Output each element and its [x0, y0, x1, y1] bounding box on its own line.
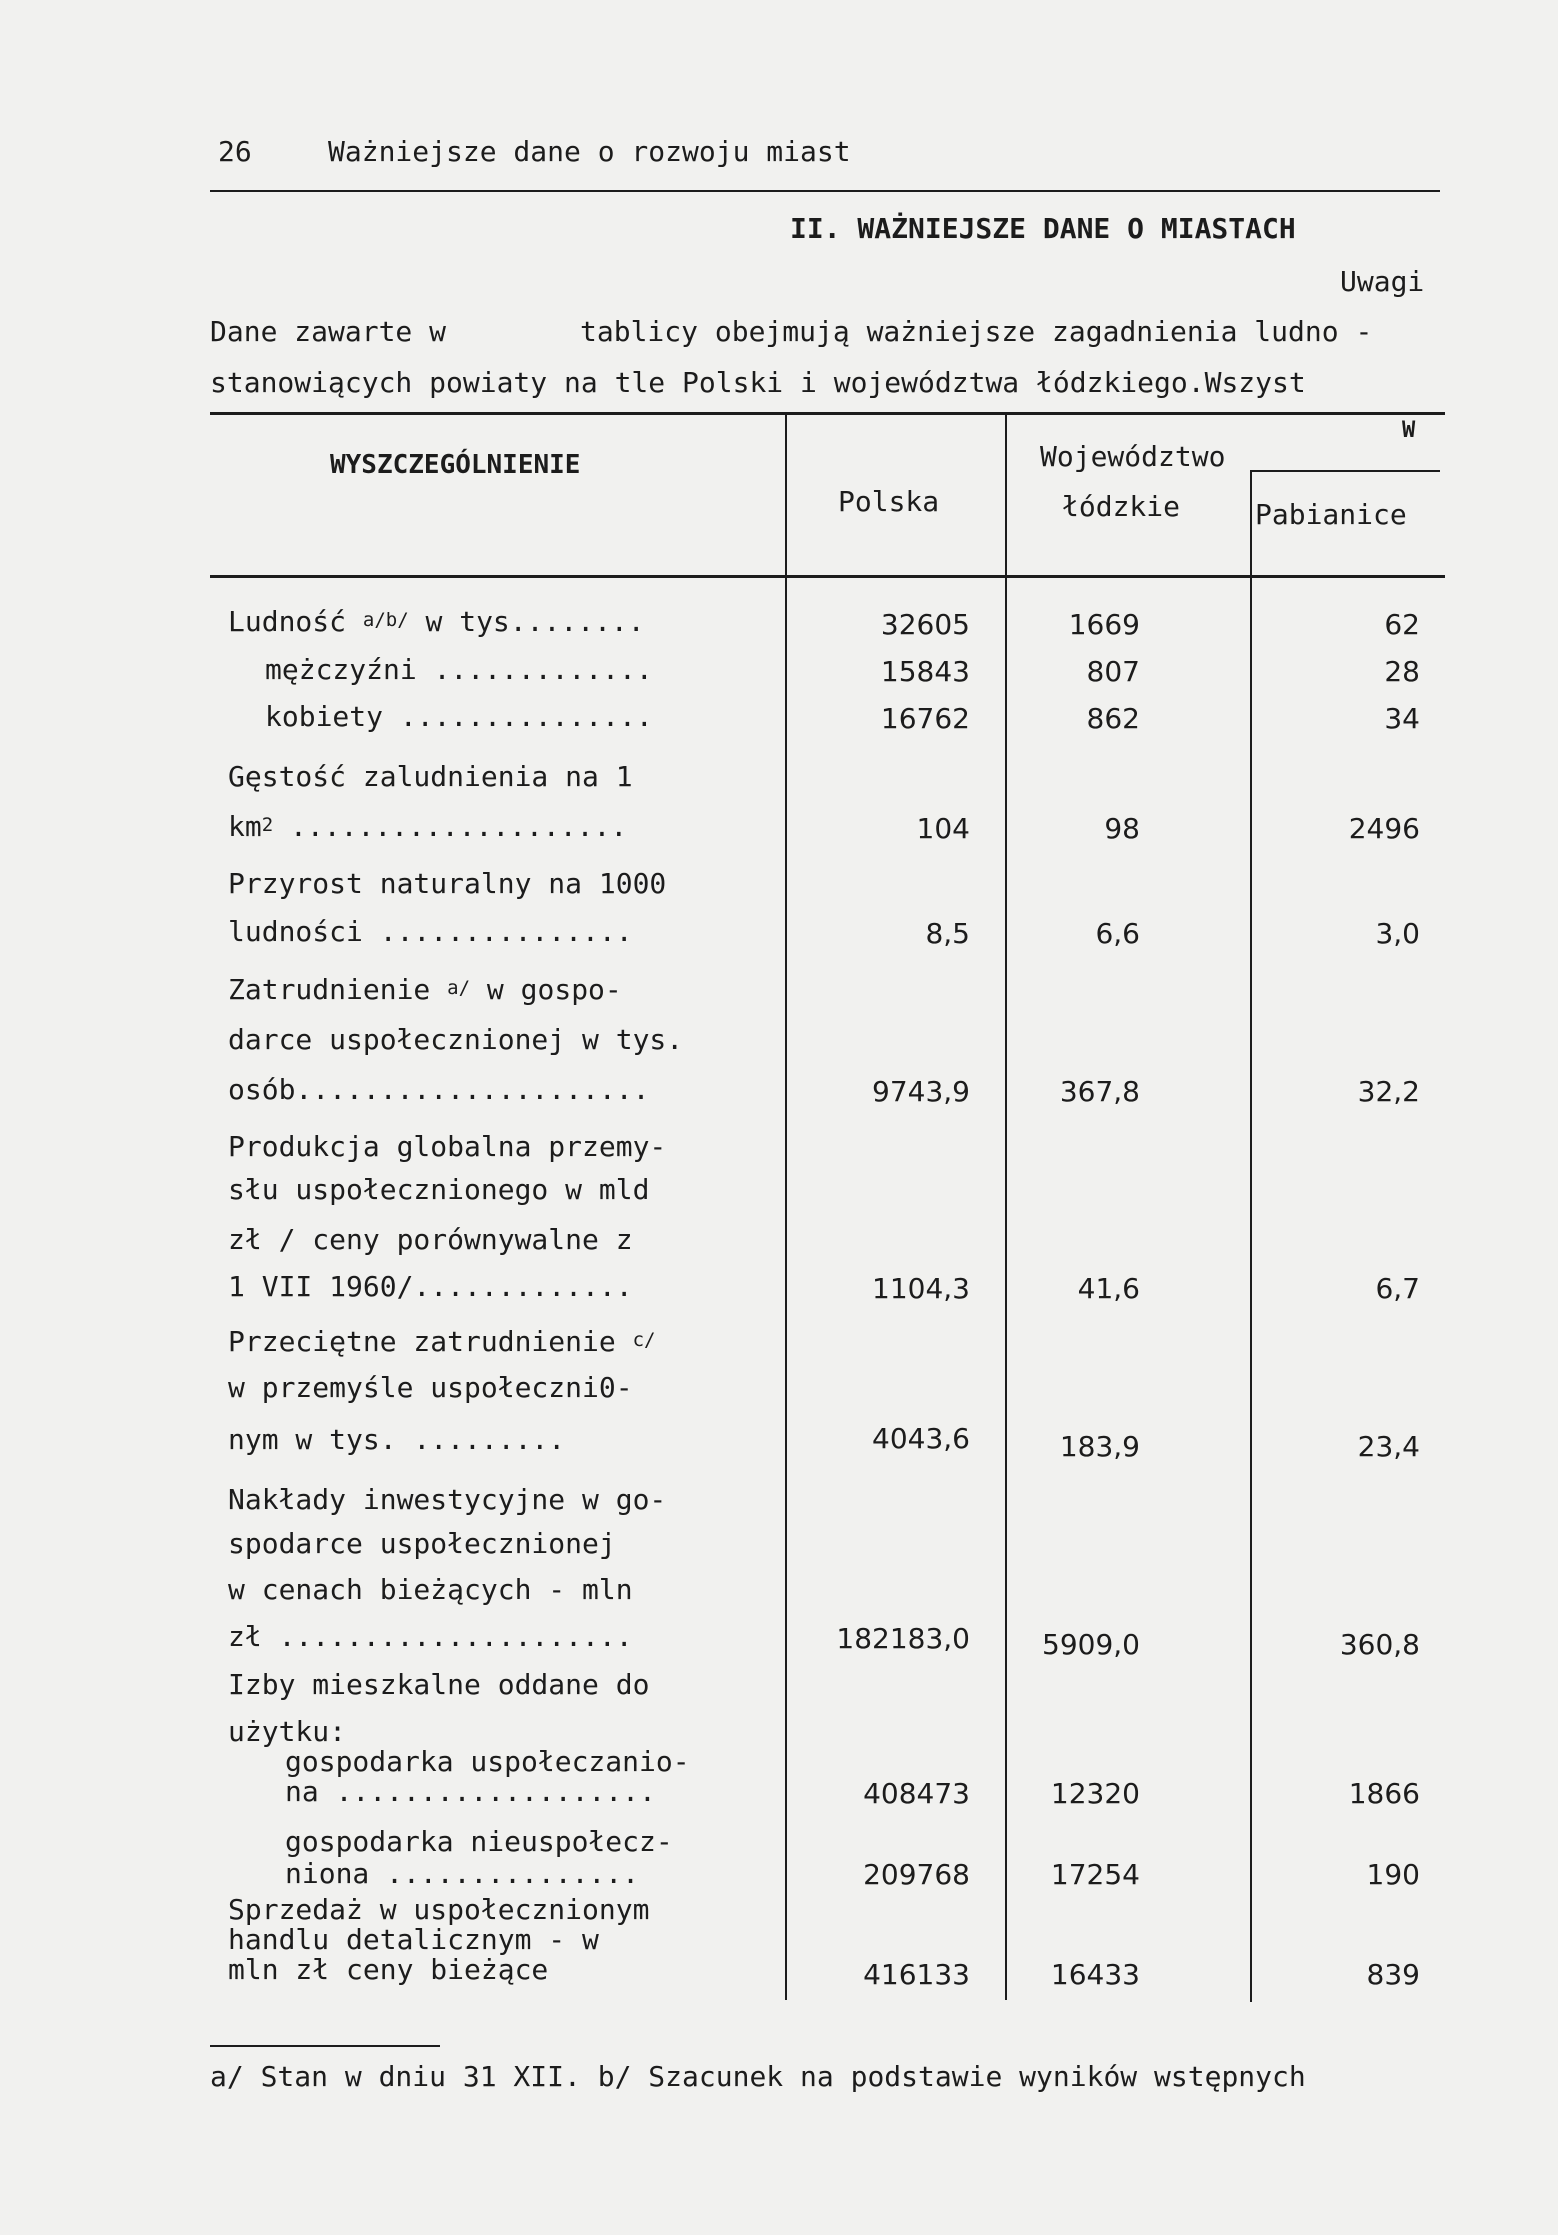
page-number: 26	[218, 135, 252, 168]
cell-polska: 182183,0	[836, 1622, 970, 1655]
cell-pabianice: 34	[1384, 702, 1420, 735]
row-label-text: km	[228, 810, 262, 843]
table-header-rule	[210, 575, 1445, 578]
row-label-naklady: Nakłady inwestycyjne w go-	[228, 1483, 667, 1516]
header-pabianice: Pabianice	[1255, 498, 1407, 531]
row-label-zatrudnienie	[228, 968, 622, 1012]
footnote-marker: c/	[632, 1329, 656, 1351]
cell-polska: 104	[916, 812, 970, 845]
row-label-przyrost: Przyrost naturalny na 1000	[228, 867, 667, 900]
row-label-text: Ludność	[228, 605, 347, 638]
footnote-rule	[210, 2045, 440, 2047]
cell-pabianice: 2496	[1348, 812, 1420, 845]
cell-woj: 5909,0	[1042, 1628, 1140, 1661]
row-label-gosp-nieuspol: gospodarka nieuspołecz-	[285, 1825, 673, 1858]
cell-woj: 6,6	[1095, 917, 1140, 950]
row-label-zatrudnienie-2: darce uspołecznionej w tys.	[228, 1023, 684, 1056]
row-label-gestosc: Gęstość zaludnienia na 1	[228, 760, 633, 793]
cell-pabianice: 62	[1384, 608, 1420, 641]
cell-woj: 183,9	[1059, 1430, 1140, 1463]
row-label-produkcja-4: 1 VII 1960/.............	[228, 1270, 633, 1303]
cell-polska: 416133	[863, 1958, 970, 1991]
row-label-przecietne	[228, 1320, 655, 1364]
cell-pabianice: 1866	[1348, 1777, 1420, 1810]
row-label-naklady-4: zł .....................	[228, 1620, 633, 1653]
cell-woj: 98	[1104, 812, 1140, 845]
cell-polska: 16762	[880, 702, 970, 735]
row-label-produkcja-2: słu uspołecznionego w mld	[228, 1173, 650, 1206]
cell-polska: 209768	[863, 1858, 970, 1891]
row-label-text: Zatrudnienie	[228, 973, 431, 1006]
row-label-przyrost-2: ludności ...............	[228, 915, 633, 948]
cell-pabianice: 839	[1366, 1958, 1420, 1991]
row-label-przecietne-3: nym w tys. .........	[228, 1423, 566, 1456]
row-label-gosp-uspol: gospodarka uspołeczanio-	[285, 1745, 690, 1778]
row-label-naklady-3: w cenach bieżących - mln	[228, 1573, 633, 1606]
row-label-sprzedaz-2: handlu detalicznym - w	[228, 1923, 599, 1956]
row-label-zatrudnienie-3: osób.....................	[228, 1073, 650, 1106]
cell-polska: 408473	[863, 1777, 970, 1810]
row-label-sprzedaz: Sprzedaż w uspołecznionym	[228, 1893, 650, 1926]
footnote-marker: a/b/	[362, 609, 409, 631]
row-label-gosp-nieuspol-2: niona ...............	[285, 1857, 640, 1890]
intro-line1b: tablicy obejmują ważniejsze zagadnienia ludno -	[580, 315, 1373, 348]
w-group-rule	[1250, 470, 1440, 472]
cell-woj: 807	[1086, 655, 1140, 688]
cell-polska: 4043,6	[872, 1422, 970, 1455]
cell-woj: 41,6	[1077, 1272, 1140, 1305]
cell-woj: 367,8	[1059, 1075, 1140, 1108]
row-label-naklady-2: spodarce uspołecznionej	[228, 1527, 616, 1560]
superscript: 2	[261, 814, 274, 836]
cell-polska: 15843	[880, 655, 970, 688]
header-woj-2: łódzkie	[1062, 490, 1181, 523]
row-label-produkcja-3: zł / ceny porównywalne z	[228, 1223, 633, 1256]
row-label-izby-2: użytku:	[228, 1715, 347, 1748]
row-label-izby: Izby mieszkalne oddane do	[228, 1668, 650, 1701]
header-polska: Polska	[838, 485, 940, 518]
cell-pabianice: 32,2	[1357, 1075, 1420, 1108]
row-label-text: w tys........	[425, 605, 645, 638]
row-label-gestosc-2	[228, 805, 627, 849]
row-label-ludnosc	[228, 600, 645, 644]
cell-polska: 9743,9	[872, 1075, 970, 1108]
cell-woj: 16433	[1050, 1958, 1140, 1991]
cell-pabianice: 190	[1366, 1858, 1420, 1891]
cell-woj: 12320	[1050, 1777, 1140, 1810]
row-label-text: Przeciętne zatrudnienie	[228, 1325, 616, 1358]
intro-line2: stanowiących powiaty na tle Polski i województwa łódzkiego.Wszyst	[210, 366, 1306, 399]
row-label-text: w gospo-	[486, 973, 622, 1006]
cell-polska: 8,5	[925, 917, 970, 950]
row-label-produkcja: Produkcja globalna przemy-	[228, 1130, 667, 1163]
cell-pabianice: 6,7	[1375, 1272, 1420, 1305]
cell-pabianice: 28	[1384, 655, 1420, 688]
row-label-text: ....................	[273, 810, 628, 843]
intro-line1a: Dane zawarte w	[210, 315, 447, 348]
row-label-sprzedaz-3: mln zł ceny bieżące	[228, 1953, 549, 1986]
running-title: Ważniejsze dane o rozwoju miast	[328, 135, 851, 168]
cell-woj: 17254	[1050, 1858, 1140, 1891]
header-rule	[210, 190, 1440, 192]
row-label-przecietne-2: w przemyśle uspołeczni0-	[228, 1371, 633, 1404]
row-label-kobiety: kobiety ...............	[265, 700, 653, 733]
footnote: a/ Stan w dniu 31 XII. b/ Szacunek na podstawie wyników wstępnych	[210, 2060, 1306, 2093]
cell-polska: 32605	[880, 608, 970, 641]
uwagi-label: Uwagi	[1340, 265, 1425, 298]
col-divider-1	[785, 415, 787, 2000]
row-label-gosp-uspol-2: na ...................	[285, 1775, 656, 1808]
col-divider-2	[1005, 415, 1007, 2000]
cell-woj: 1669	[1068, 608, 1140, 641]
table-top-rule	[210, 412, 1445, 415]
section-title: II. WAŻNIEJSZE DANE O MIASTACH	[790, 212, 1296, 245]
row-label-mezczyzni: mężczyźni .............	[265, 653, 653, 686]
header-specification: WYSZCZEGÓLNIENIE	[330, 450, 581, 480]
cell-woj: 862	[1086, 702, 1140, 735]
header-w-group: W	[1402, 418, 1416, 443]
header-woj-1: Województwo	[1040, 440, 1226, 473]
cell-pabianice: 360,8	[1339, 1628, 1420, 1661]
cell-pabianice: 3,0	[1375, 917, 1420, 950]
footnote-marker: a/	[447, 977, 471, 999]
col-divider-3	[1250, 472, 1252, 2002]
cell-polska: 1104,3	[872, 1272, 970, 1305]
cell-pabianice: 23,4	[1357, 1430, 1420, 1463]
